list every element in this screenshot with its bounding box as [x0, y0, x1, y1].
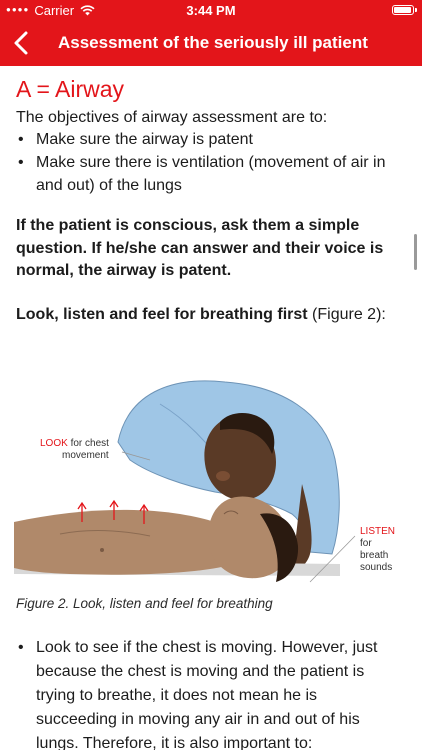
listen-label-line4: sounds [360, 562, 393, 573]
list-item: • Look to see if the chest is moving. However, just because the chest is moving and the patient is trying to breathe, it does not mean he is succeeding in moving any air in and out of his lungs. Therefore, it is also important to: [16, 636, 400, 750]
battery-icon [392, 5, 414, 15]
figure-ref: (Figure 2): [307, 306, 386, 323]
battery-level [394, 7, 411, 13]
section-heading: A = Airway [16, 76, 125, 102]
listen-label-line3: breath [360, 550, 389, 561]
intro-text: The objectives of airway assessment are to: [16, 109, 328, 126]
airway-illustration [10, 364, 412, 592]
look-bold-text: Look, listen and feel for breathing first [16, 306, 308, 323]
look-label: LOOK for chest [40, 438, 109, 449]
steps-list [16, 636, 400, 750]
chevron-left-icon [10, 30, 34, 56]
objectives-list [16, 128, 396, 197]
look-label-line2: movement [62, 450, 109, 461]
status-bar [0, 0, 422, 22]
figure-caption: Figure 2. Look, listen and feel for breathing [16, 596, 273, 611]
nav-bar [0, 22, 422, 66]
status-time: 3:44 PM [186, 3, 236, 18]
signal-dots-icon: ●●●● [6, 5, 30, 14]
list-item: • Make sure there is ventilation (movement of air in and out) of the lungs [16, 151, 396, 197]
article-content[interactable] [0, 66, 422, 750]
page-title: Assessment of the seriously ill patient [58, 33, 368, 52]
conscious-note: If the patient is conscious, ask them a simple question. If he/she can answer and their voice is normal, the airway is patent. [16, 217, 384, 279]
list-item: • Make sure the airway is patent [16, 128, 396, 151]
back-button[interactable] [10, 30, 34, 56]
figure-2-illustration [10, 364, 412, 592]
scrollbar[interactable] [414, 234, 417, 270]
app-header [0, 0, 422, 66]
carrier-label: Carrier [34, 3, 75, 18]
look-instruction [16, 303, 416, 326]
listen-label: LISTEN [360, 526, 396, 537]
listen-label-line2: for [360, 538, 372, 549]
